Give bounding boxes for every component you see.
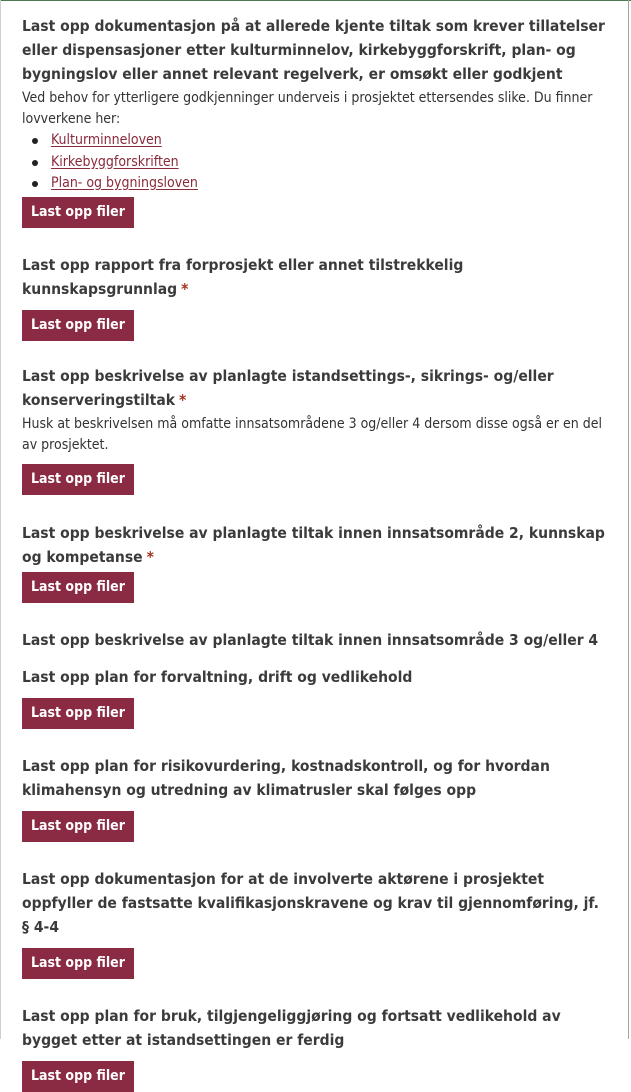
section-description: Ved behov for ytterligere godkjenninger underveis i prosjektet ettersendes slike. Du finner lovverkene her:	[22, 90, 593, 127]
upload-files-button[interactable]: Last opp filer	[22, 310, 134, 341]
upload-section-approvals	[22, 14, 606, 228]
section-heading: Last opp dokumentasjon på at allerede kjente tiltak som krever tillatelser eller dispensasjoner etter kulturminnelov, kirkebyggforskrift, plan- og bygningslov eller annet relevant regelverk, er omsøkt eller godkjent	[22, 17, 605, 83]
section-description: Husk at beskrivelsen må omfatte innsatsområdene 3 og/eller 4 dersom disse også er en del av prosjektet.	[22, 415, 602, 453]
upload-section-area-2	[22, 521, 606, 603]
section-heading: Last opp plan for forvaltning, drift og vedlikehold	[22, 667, 413, 686]
required-marker: *	[181, 279, 189, 298]
law-links-list	[22, 130, 606, 195]
section-heading: Last opp rapport fra forprosjekt eller annet tilstrekkelig kunnskapsgrunnlag *	[22, 255, 464, 298]
section-heading: Last opp plan for risikovurdering, kostnadskontroll, og for hvordan klimahensyn og utredning av klimatrusler skal følges opp	[22, 756, 550, 799]
frame-left-border	[0, 0, 1, 1039]
upload-section-forprosjekt-report	[22, 253, 606, 341]
upload-section-planned-measures	[22, 364, 606, 495]
upload-files-button[interactable]: Last opp filer	[22, 1061, 134, 1092]
upload-section-usage-plan	[22, 1004, 606, 1092]
link-kulturminneloven[interactable]: Kulturminneloven	[51, 132, 162, 148]
upload-files-button[interactable]: Last opp filer	[22, 948, 134, 979]
section-heading: Last opp plan for bruk, tilgjengeliggjøring og fortsatt vedlikehold av bygget etter at istandsettingen er ferdig	[22, 1006, 561, 1049]
list-item	[32, 152, 606, 174]
upload-files-button[interactable]: Last opp filer	[22, 464, 134, 495]
upload-form	[22, 14, 606, 1092]
frame-right-border	[628, 0, 629, 1039]
upload-section-area-3-4	[22, 628, 606, 652]
link-plan-og-bygningsloven[interactable]: Plan- og bygningsloven	[51, 175, 198, 191]
upload-files-button[interactable]: Last opp filer	[22, 572, 134, 603]
upload-section-maintenance-plan	[22, 665, 606, 729]
list-item	[32, 130, 606, 152]
upload-files-button[interactable]: Last opp filer	[22, 197, 134, 228]
upload-files-button[interactable]: Last opp filer	[22, 811, 134, 842]
upload-files-button[interactable]: Last opp filer	[22, 698, 134, 729]
required-marker: *	[146, 547, 154, 566]
section-heading: Last opp beskrivelse av planlagte tiltak innen innsatsområde 3 og/eller 4	[22, 630, 599, 649]
upload-section-qualifications	[22, 867, 606, 979]
frame-top-border	[0, 0, 631, 1]
upload-section-risk-plan	[22, 754, 606, 842]
section-heading: Last opp beskrivelse av planlagte istandsettings-, sikrings- og/eller konserveringstiltak *	[22, 366, 554, 409]
section-heading: Last opp beskrivelse av planlagte tiltak innen innsatsområde 2, kunnskap og kompetanse *	[22, 523, 605, 566]
link-kirkebyggforskriften[interactable]: Kirkebyggforskriften	[51, 153, 179, 170]
section-heading: Last opp dokumentasjon for at de involverte aktørene i prosjektet oppfyller de fastsatte kvalifikasjonskravene og krav til gjennomføring, jf. § 4-4	[22, 869, 599, 936]
list-item	[32, 173, 606, 195]
required-marker: *	[179, 390, 187, 409]
